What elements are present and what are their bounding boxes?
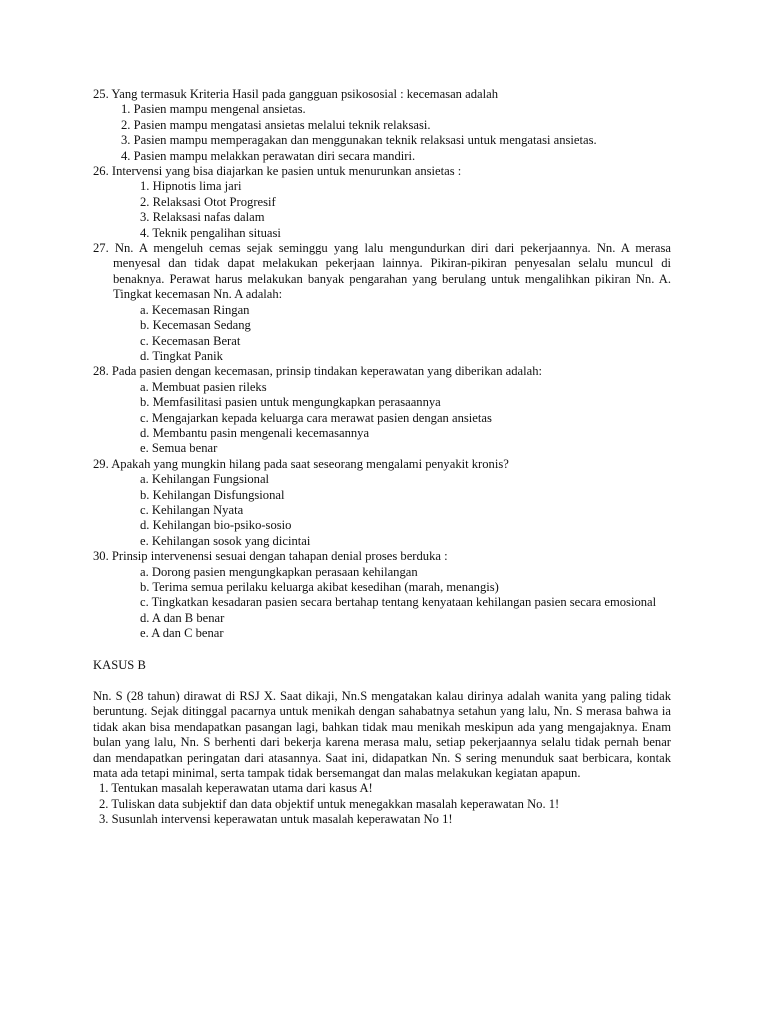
question-text: 26. Intervensi yang bisa diajarkan ke pasien untuk menurunkan ansietas :: [93, 164, 462, 179]
option-item: e. A dan C benar: [140, 626, 224, 641]
option-item: c. Mengajarkan kepada keluarga cara merawat pasien dengan ansietas: [140, 410, 492, 425]
case-title: KASUS B: [93, 657, 146, 672]
question-item: [93, 364, 671, 456]
option-item: c. Kecemasan Berat: [140, 333, 241, 348]
option-list: [93, 179, 671, 241]
option-list: [93, 472, 671, 549]
option-item: e. Semua benar: [140, 441, 218, 456]
option-item: 3. Relaksasi nafas dalam: [140, 210, 265, 225]
option-list: [93, 380, 671, 457]
option-item: c. Tingkatkan kesadaran pasien secara bertahap tentang kenyataan kehilangan pasien secara emosional: [140, 595, 657, 610]
option-item: 2. Pasien mampu mengatasi ansietas melalui teknik relaksasi.: [121, 117, 431, 132]
option-list: [93, 303, 671, 365]
question-text: 25. Yang termasuk Kriteria Hasil pada gangguan psikososial : kecemasan adalah: [93, 87, 498, 101]
option-item: e. Kehilangan sosok yang dicintai: [140, 533, 311, 548]
option-item: b. Kehilangan Disfungsional: [140, 487, 285, 502]
question-text: 29. Apakah yang mungkin hilang pada saat seseorang mengalami penyakit kronis?: [93, 456, 509, 471]
option-item: d. Kehilangan bio-psiko-sosio: [140, 518, 292, 533]
question-item: [93, 241, 671, 364]
option-item: a. Membuat pasien rileks: [140, 379, 267, 394]
option-item: d. A dan B benar: [140, 610, 225, 625]
question-item: [93, 549, 671, 641]
task-item: 1. Tentukan masalah keperawatan utama dari kasus A!: [99, 781, 373, 796]
option-item: d. Membantu pasin mengenali kecemasannya: [140, 425, 370, 440]
option-item: 3. Pasien mampu memperagakan dan menggunakan teknik relaksasi untuk mengatasi ansietas.: [121, 133, 597, 148]
option-item: 1. Pasien mampu mengenal ansietas.: [121, 102, 306, 117]
document-page: [93, 87, 671, 828]
option-list: [93, 102, 671, 164]
option-item: a. Dorong pasien mengungkapkan perasaan kehilangan: [140, 564, 418, 579]
option-item: 1. Hipnotis lima jari: [140, 179, 242, 194]
option-item: b. Terima semua perilaku keluarga akibat kesedihan (marah, menangis): [140, 580, 499, 594]
option-item: a. Kecemasan Ringan: [140, 302, 250, 317]
task-item: 2. Tuliskan data subjektif dan data objektif untuk menegakkan masalah keperawatan No. 1!: [99, 796, 560, 811]
option-item: a. Kehilangan Fungsional: [140, 472, 270, 487]
question-text: 30. Prinsip intervenensi sesuai dengan tahapan denial proses berduka :: [93, 549, 448, 564]
question-item: [93, 87, 671, 164]
task-item: 3. Susunlah intervensi keperawatan untuk masalah keperawatan No 1!: [99, 812, 453, 827]
case-section: [93, 658, 671, 828]
question-text: 28. Pada pasien dengan kecemasan, prinsip tindakan keperawatan yang diberikan adalah:: [93, 364, 543, 379]
option-item: b. Kecemasan Sedang: [140, 318, 251, 333]
option-item: b. Memfasilitasi pasien untuk mengungkapkan perasaannya: [140, 395, 441, 410]
option-item: 4. Pasien mampu melakkan perawatan diri secara mandiri.: [121, 148, 416, 163]
option-list: [93, 565, 671, 642]
question-text: 27. Nn. A mengeluh cemas sejak seminggu yang lalu mengundurkan diri dari pekerjaannya. Nn. A merasa menyesal dan tidak dapat melakukan pekerjaan lainnya. Pikiran-pikiran penyesalan selalu muncul di benaknya. Perawat harus melakukan banyak pengarahan yang berulang untuk mengalihkan pikiran Nn. A. Tingkat kecemasan Nn. A adalah:: [93, 241, 671, 302]
question-item: [93, 164, 671, 241]
task-list: [93, 781, 671, 827]
question-list: [93, 87, 671, 642]
option-item: 2. Relaksasi Otot Progresif: [140, 194, 276, 209]
option-item: c. Kehilangan Nyata: [140, 502, 244, 517]
question-item: [93, 457, 671, 549]
case-paragraph: Nn. S (28 tahun) dirawat di RSJ X. Saat dikaji, Nn.S mengatakan kalau dirinya adalah wanita yang paling tidak beruntung. Sejak ditinggal pacarnya untuk menikah dengan sahabatnya setahun yang lalu, Nn. S merasa bahwa ia tidak akan bisa mendapatkan pasangan lagi, bahkan tidak mau menikah meskipun ada yang mengajaknya. Enam bulan yang lalu, Nn. S berhenti dari bekerja karena merasa malu, setiap pekerjaannya selalu tidak pernah benar dan mendapatkan peringatan dari atasannya. Saat ini, didapatkan Nn. S sering menunduk saat berbicara, kontak mata ada tetapi minimal, serta tampak tidak bersemangat dan malas melakukan kegiatan apapun.: [93, 689, 671, 781]
option-item: d. Tingkat Panik: [140, 348, 223, 363]
option-item: 4. Teknik pengalihan situasi: [140, 225, 281, 240]
